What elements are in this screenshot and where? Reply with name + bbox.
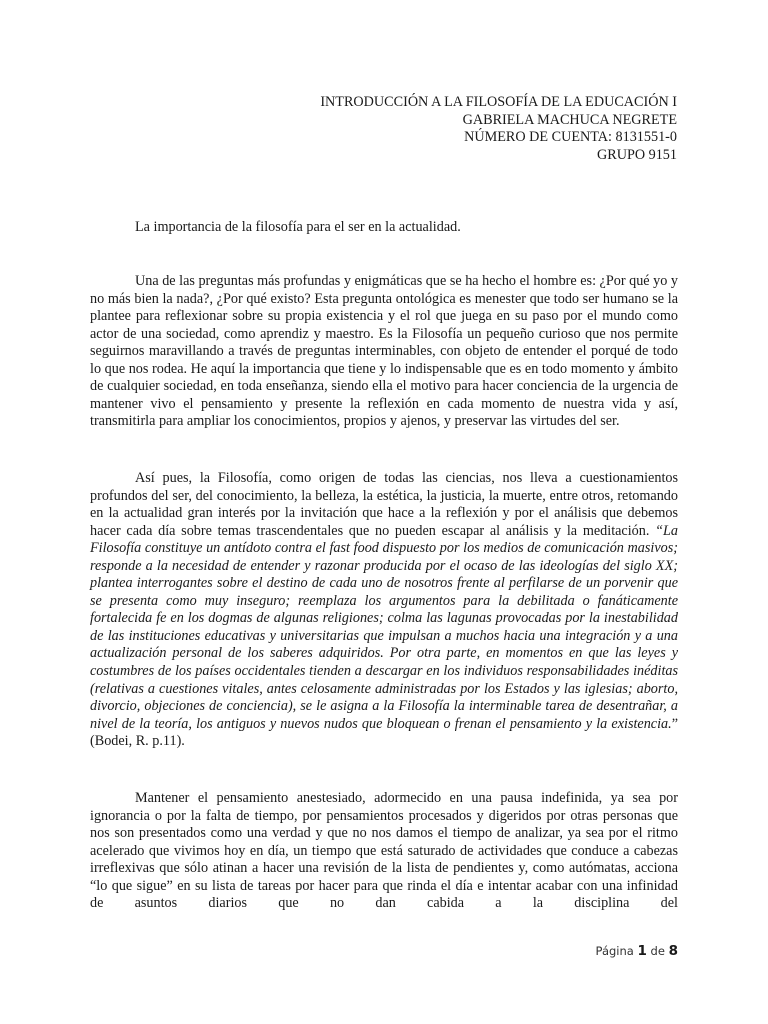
document-header — [320, 94, 677, 164]
account-number: NÚMERO DE CUENTA: 8131551-0 — [464, 129, 677, 145]
total-pages-number: 8 — [668, 943, 678, 959]
essay-title: La importancia de la filosofía para el ser en la actualidad. — [135, 219, 461, 235]
paragraph-1-text: Una de las preguntas más profundas y enigmáticas que se ha hecho el hombre es: ¿Por qué yo y no más bien la nada?, ¿Por qué existo? Esta pregunta ontológica es menester que todo ser humano se la plantee para reflexionar sobre su propia existencia y el rol que juega en su paso por el mundo como actor de una sociedad, como aprendiz y maestro. Es la Filosofía un pequeño curioso que nos permite seguirnos maravillando a través de preguntas interminables, con objeto de entender el porqué de todo lo que nos rodea. He aquí la importancia que tiene y lo indispensable que es en todo momento y ámbito de cualquier sociedad, en toda enseñanza, siendo ella el motivo para hacer conciencia de la urgencia de mantener vivo el pensamiento y presente la reflexión en cada momento de nuestra vida y así, transmitirla para ampliar los conocimientos, propios y ajenos, y preservar las virtudes del ser. — [90, 273, 678, 430]
current-page-number: 1 — [637, 943, 647, 959]
paragraph-3-text: Mantener el pensamiento anestesiado, adormecido en una pausa indefinida, ya sea por ignorancia o por la falta de tiempo, por pensamientos procesados y digeridos por otras personas que nos son presentados como una verdad y que no nos damos el tiempo de analizar, ya sea por el ritmo acelerado que vivimos hoy en día, un tiempo que está saturado de actividades que conduce a cabezas irreflexivas que sólo atinan a hacer una revisión de la lista de pendientes y, como autómatas, acciona “lo que sigue” en su lista de tareas por hacer para que rinda el día e intentar acabar con una infinidad de asuntos diarios que no dan cabida a la disciplina del — [90, 790, 678, 912]
author-name: GABRIELA MACHUCA NEGRETE — [462, 111, 677, 128]
group-number: GRUPO 9151 — [596, 146, 677, 163]
of-label: de — [646, 944, 669, 958]
paragraph-1 — [90, 273, 678, 431]
page-label: Página — [595, 944, 638, 958]
paragraph-3 — [90, 790, 678, 913]
quote-citation: ” (Bodei, R. p.11). — [90, 715, 678, 750]
page-number-footer — [596, 943, 678, 959]
bodei-quote: “La Filosofía constituye un antídoto contra el fast food dispuesto por los medios de comunicación masivos; responde a la necesidad de entender y razonar producida por el ocaso de las ideologías del siglo XX; plantea interrogantes sobre el destino de cada uno de nosotros frente al perfilarse de un porvenir que se presenta como muy inseguro; reemplaza los argumentos para la debilitada o fanáticamente fortalecida fe en los dogmas de algunas religiones; colma las lagunas provocadas por la inestabilidad de las instituciones educativas y universitarias que impulsan a muchos hacia una integración y a una actualización personal de los saberes adquiridos. Por otra parte, en momentos en que las leyes y costumbres de los países occidentales tienden a descargar en los individuos responsabilidades inéditas (relativas a cuestiones vitales, antes celosamente administradas por los Estados y las iglesias; aborto, divorcio, objeciones de conciencia), se le asigna a la Filosofía la interminable tarea de desentrañar, a nivel de la teoría, los antiguos y nuevos nudos que bloquean o frenan el pensamiento y la existencia. — [90, 522, 678, 732]
paragraph-2 — [90, 470, 678, 751]
paragraph-2-intro: Así pues, la Filosofía, como origen de todas las ciencias, nos lleva a cuestionamientos profundos del ser, del conocimiento, la belleza, la estética, la justicia, la muerte, entre otros, retomando en la actualidad gran interés por la invitación que hace a la reflexión y por el análisis que debemos hacer cada día sobre temas trascendentales que no pueden escapar al análisis y la meditación. — [90, 470, 678, 539]
course-name: INTRODUCCIÓN A LA FILOSOFÍA DE LA EDUCACIÓN I — [320, 94, 677, 110]
paragraph-2-text — [90, 470, 678, 751]
